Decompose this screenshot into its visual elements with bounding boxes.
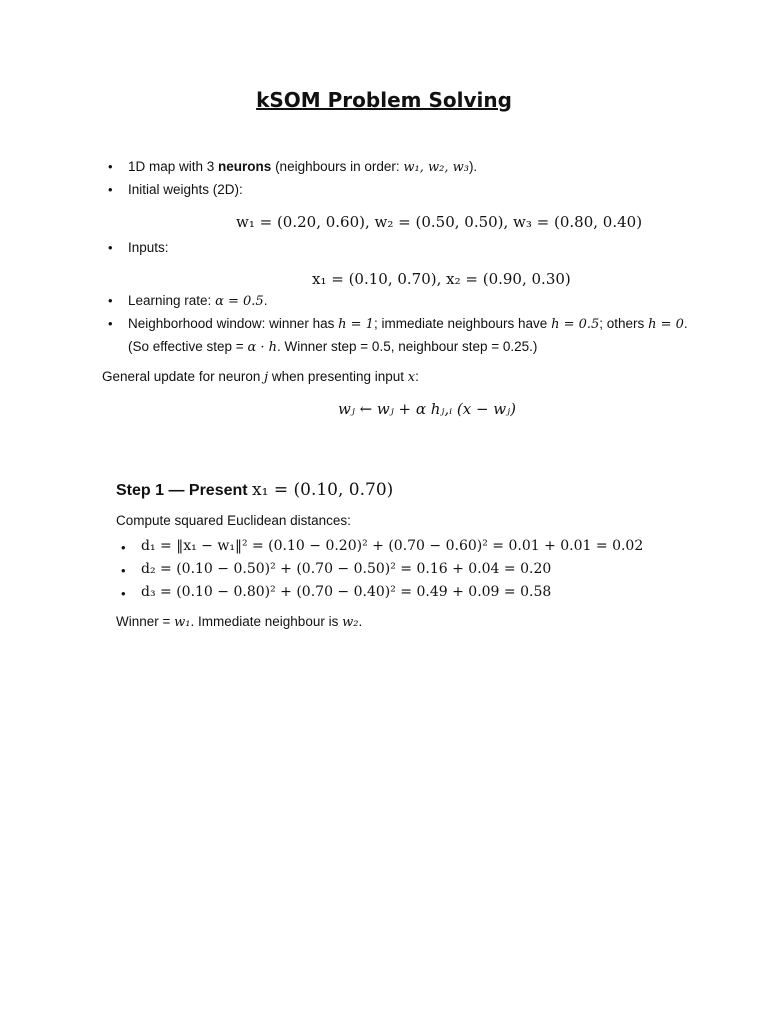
text: . Winner step = 0.5, neighbour step = 0.25.): [277, 339, 538, 354]
bold-text: neurons: [218, 159, 272, 174]
text: .: [263, 293, 268, 308]
bullet-marker: •: [108, 316, 113, 331]
distance-d3: d₃ = (0.10 − 0.80)² + (0.70 − 0.40)² = 0.49 + 0.09 = 0.58: [141, 584, 552, 600]
math-inline: w₂: [342, 615, 359, 630]
text: ; immediate neighbours have: [373, 316, 552, 331]
step-title-text: Step 1 — Present: [116, 482, 253, 499]
bullet-marker: •: [121, 563, 126, 578]
step1-title: [116, 480, 393, 500]
text: when presenting input: [268, 369, 408, 384]
bullet-marker: •: [108, 182, 113, 197]
distance-d1: d₁ = ‖x₁ − w₁‖² = (0.10 − 0.20)² + (0.70 − 0.60)² = 0.01 + 0.01 = 0.02: [141, 538, 644, 554]
inputs-equation: x₁ = (0.10, 0.70), x₂ = (0.90, 0.30): [312, 270, 571, 288]
math-inline: x: [407, 370, 416, 385]
text: (So effective step =: [128, 339, 248, 354]
text: :: [415, 369, 419, 384]
text: .: [358, 614, 363, 629]
math-inline: h = 1: [338, 317, 374, 332]
math-inline: w₁: [174, 615, 191, 630]
text: ).: [468, 159, 478, 174]
text: Learning rate:: [128, 293, 216, 308]
text: Neighborhood window: winner has: [128, 316, 339, 331]
math-inline: h = 0.5: [551, 317, 600, 332]
bullet-neurons: [128, 159, 477, 175]
math-inline: α · h: [247, 340, 278, 355]
page-title: kSOM Problem Solving: [256, 88, 512, 112]
math-inline: w₁, w₂, w₃: [403, 160, 469, 175]
winner-line: [116, 614, 362, 630]
effective-step-note: [128, 339, 537, 355]
text: 1D map with 3: [128, 159, 219, 174]
text: (neighbours in order:: [271, 159, 404, 174]
general-update-label: [102, 369, 419, 385]
bullet-inputs: Inputs:: [128, 240, 169, 255]
distance-d2: d₂ = (0.10 − 0.50)² + (0.70 − 0.50)² = 0.16 + 0.04 = 0.20: [141, 561, 552, 577]
weights-equation: w₁ = (0.20, 0.60), w₂ = (0.50, 0.50), w₃ = (0.80, 0.40): [236, 213, 643, 231]
math-inline: x₁ = (0.10, 0.70): [252, 480, 394, 500]
bullet-learning-rate: [128, 293, 267, 309]
bullet-marker: •: [108, 293, 113, 308]
compute-label: Compute squared Euclidean distances:: [116, 513, 351, 528]
text: General update for neuron: [102, 369, 265, 384]
bullet-marker: •: [108, 159, 113, 174]
text: ; others: [599, 316, 649, 331]
update-equation: wⱼ ← wⱼ + α hⱼ,ᵢ (x − wⱼ): [338, 400, 516, 418]
bullet-marker: •: [121, 586, 126, 601]
bullet-initial-weights: Initial weights (2D):: [128, 182, 243, 197]
text: . Immediate neighbour is: [190, 614, 343, 629]
math-inline: h = 0: [648, 317, 684, 332]
bullet-marker: •: [121, 540, 126, 555]
math-inline: α = 0.5: [215, 294, 264, 309]
bullet-marker: •: [108, 240, 113, 255]
math-inline: j: [264, 370, 269, 385]
text: Winner =: [116, 614, 175, 629]
text: .: [683, 316, 688, 331]
bullet-neighborhood: [128, 316, 688, 332]
